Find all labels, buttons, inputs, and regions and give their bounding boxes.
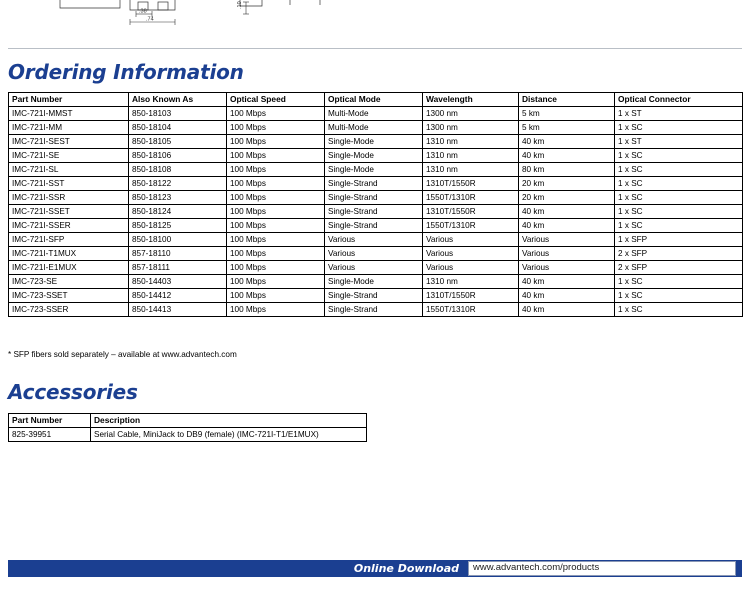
cell-also-known-as: 850-14413: [129, 303, 227, 317]
cell-wavelength: Various: [423, 261, 519, 275]
cell-optical-speed: 100 Mbps: [227, 261, 325, 275]
online-download-label: Online Download: [353, 562, 459, 575]
cell-optical-connector: 2 x SFP: [615, 247, 743, 261]
column-header: Optical Speed: [227, 93, 325, 107]
cell-distance: 80 km: [519, 163, 615, 177]
cell-optical-mode: Single-Strand: [325, 289, 423, 303]
cell-optical-speed: 100 Mbps: [227, 121, 325, 135]
cell-also-known-as: 850-18104: [129, 121, 227, 135]
horizontal-divider: [8, 48, 742, 49]
cell-part-number: IMC-721I-SEST: [9, 135, 129, 149]
cell-also-known-as: 850-18106: [129, 149, 227, 163]
cell-optical-mode: Single-Strand: [325, 303, 423, 317]
column-header: Description: [91, 414, 367, 428]
cell-optical-connector: 1 x SC: [615, 303, 743, 317]
cell-optical-mode: Various: [325, 233, 423, 247]
cell-distance: Various: [519, 261, 615, 275]
cell-part-number: IMC-721I-SFP: [9, 233, 129, 247]
cell-wavelength: 1310 nm: [423, 275, 519, 289]
cell-optical-speed: 100 Mbps: [227, 275, 325, 289]
cell-optical-connector: 1 x SC: [615, 275, 743, 289]
table-row: [9, 219, 743, 233]
sfp-footnote: * SFP fibers sold separately – available at www.advantech.com: [8, 350, 237, 359]
column-header: Part Number: [9, 414, 91, 428]
cell-also-known-as: 850-18108: [129, 163, 227, 177]
cell-optical-mode: Single-Strand: [325, 205, 423, 219]
accessories-heading: Accessories: [8, 380, 138, 404]
cell-wavelength: Various: [423, 247, 519, 261]
cell-optical-mode: Single-Strand: [325, 219, 423, 233]
cell-also-known-as: 850-18103: [129, 107, 227, 121]
cell-part-number: 825-39951: [9, 428, 91, 442]
cell-part-number: IMC-723-SSET: [9, 289, 129, 303]
ordering-information-table: [8, 92, 743, 317]
cell-distance: 5 km: [519, 107, 615, 121]
cell-part-number: IMC-721I-SSER: [9, 219, 129, 233]
cell-part-number: IMC-723-SSER: [9, 303, 129, 317]
cell-distance: 40 km: [519, 135, 615, 149]
cell-distance: 40 km: [519, 219, 615, 233]
table-row: [9, 107, 743, 121]
cell-distance: Various: [519, 247, 615, 261]
cell-part-number: IMC-721I-MM: [9, 121, 129, 135]
cell-part-number: IMC-721I-SE: [9, 149, 129, 163]
table-row: [9, 275, 743, 289]
cell-also-known-as: 857-18110: [129, 247, 227, 261]
cell-wavelength: 1310T/1550R: [423, 289, 519, 303]
table-row: [9, 121, 743, 135]
cell-optical-mode: Single-Strand: [325, 191, 423, 205]
cell-part-number: IMC-721I-SL: [9, 163, 129, 177]
cell-wavelength: 1310T/1550R: [423, 177, 519, 191]
cell-optical-speed: 100 Mbps: [227, 205, 325, 219]
column-header: Also Known As: [129, 93, 227, 107]
cell-part-number: IMC-723-SE: [9, 275, 129, 289]
cell-optical-connector: 1 x ST: [615, 107, 743, 121]
column-header: Optical Connector: [615, 93, 743, 107]
cell-optical-mode: Single-Mode: [325, 149, 423, 163]
table-row: [9, 205, 743, 219]
cell-optical-mode: Single-Mode: [325, 275, 423, 289]
cell-optical-connector: 2 x SFP: [615, 261, 743, 275]
cell-optical-speed: 100 Mbps: [227, 135, 325, 149]
cell-optical-mode: Single-Mode: [325, 135, 423, 149]
accessories-table: [8, 413, 367, 442]
cell-part-number: IMC-721I-E1MUX: [9, 261, 129, 275]
cell-also-known-as: 857-18111: [129, 261, 227, 275]
cell-optical-speed: 100 Mbps: [227, 107, 325, 121]
cell-distance: 40 km: [519, 149, 615, 163]
cell-optical-connector: 1 x SC: [615, 121, 743, 135]
table-row: [9, 303, 743, 317]
cell-also-known-as: 850-18123: [129, 191, 227, 205]
cell-wavelength: 1310 nm: [423, 163, 519, 177]
dimension-label: .38: [139, 8, 147, 15]
cell-optical-mode: Various: [325, 247, 423, 261]
table-row: [9, 233, 743, 247]
cell-distance: Various: [519, 233, 615, 247]
cell-optical-connector: 1 x SC: [615, 149, 743, 163]
cell-optical-speed: 100 Mbps: [227, 233, 325, 247]
cell-optical-connector: 1 x SC: [615, 177, 743, 191]
cell-part-number: IMC-721I-SST: [9, 177, 129, 191]
cell-also-known-as: 850-18100: [129, 233, 227, 247]
cell-description: Serial Cable, MiniJack to DB9 (female) (IMC-721I-T1/E1MUX): [91, 428, 367, 442]
cell-optical-mode: Multi-Mode: [325, 121, 423, 135]
cell-wavelength: 1300 nm: [423, 107, 519, 121]
ordering-information-heading: Ordering Information: [8, 60, 244, 84]
cell-optical-connector: 1 x SC: [615, 219, 743, 233]
cell-optical-speed: 100 Mbps: [227, 303, 325, 317]
cell-optical-connector: 1 x SC: [615, 205, 743, 219]
cell-distance: 40 km: [519, 275, 615, 289]
cell-optical-connector: 1 x SC: [615, 289, 743, 303]
cell-optical-mode: Multi-Mode: [325, 107, 423, 121]
cell-optical-speed: 100 Mbps: [227, 247, 325, 261]
column-header: Optical Mode: [325, 93, 423, 107]
cell-optical-connector: 1 x SC: [615, 163, 743, 177]
cell-optical-speed: 100 Mbps: [227, 149, 325, 163]
table-header-row: [9, 93, 743, 107]
cell-optical-mode: Various: [325, 261, 423, 275]
cell-optical-connector: 1 x SFP: [615, 233, 743, 247]
cell-optical-mode: Single-Mode: [325, 163, 423, 177]
cell-optical-speed: 100 Mbps: [227, 177, 325, 191]
cell-distance: 40 km: [519, 303, 615, 317]
cell-wavelength: Various: [423, 233, 519, 247]
table-header-row: [9, 414, 367, 428]
download-url[interactable]: www.advantech.com/products: [473, 562, 600, 573]
cell-wavelength: 1550T/1310R: [423, 303, 519, 317]
table-row: [9, 149, 743, 163]
table-row: [9, 177, 743, 191]
cell-wavelength: 1300 nm: [423, 121, 519, 135]
cell-also-known-as: 850-14412: [129, 289, 227, 303]
cell-optical-connector: 1 x ST: [615, 135, 743, 149]
cell-part-number: IMC-721I-SSR: [9, 191, 129, 205]
table-row: [9, 163, 743, 177]
column-header: Part Number: [9, 93, 129, 107]
table-row: [9, 247, 743, 261]
table-row: [9, 261, 743, 275]
cell-wavelength: 1310 nm: [423, 135, 519, 149]
cell-optical-speed: 100 Mbps: [227, 191, 325, 205]
cell-optical-speed: 100 Mbps: [227, 289, 325, 303]
cell-distance: 20 km: [519, 191, 615, 205]
cell-also-known-as: 850-18105: [129, 135, 227, 149]
technical-drawing: [0, 0, 750, 44]
column-header: Distance: [519, 93, 615, 107]
cell-part-number: IMC-721I-T1MUX: [9, 247, 129, 261]
cell-also-known-as: 850-18124: [129, 205, 227, 219]
cell-optical-mode: Single-Strand: [325, 177, 423, 191]
cell-optical-speed: 100 Mbps: [227, 163, 325, 177]
cell-distance: 20 km: [519, 177, 615, 191]
table-row: [9, 135, 743, 149]
cell-wavelength: 1550T/1310R: [423, 219, 519, 233]
cell-wavelength: 1310T/1550R: [423, 205, 519, 219]
cell-part-number: IMC-721I-SSET: [9, 205, 129, 219]
cell-optical-connector: 1 x SC: [615, 191, 743, 205]
cell-distance: 40 km: [519, 205, 615, 219]
dimension-label: .74: [146, 16, 154, 23]
cell-wavelength: 1310 nm: [423, 149, 519, 163]
cell-also-known-as: 850-18122: [129, 177, 227, 191]
cell-also-known-as: 850-14403: [129, 275, 227, 289]
cell-wavelength: 1550T/1310R: [423, 191, 519, 205]
cell-distance: 5 km: [519, 121, 615, 135]
cell-optical-speed: 100 Mbps: [227, 219, 325, 233]
table-row: [9, 289, 743, 303]
table-row: [9, 428, 367, 442]
dimension-label: .10: [237, 1, 243, 9]
column-header: Wavelength: [423, 93, 519, 107]
cell-distance: 40 km: [519, 289, 615, 303]
table-row: [9, 191, 743, 205]
cell-part-number: IMC-721I-MMST: [9, 107, 129, 121]
cell-also-known-as: 850-18125: [129, 219, 227, 233]
